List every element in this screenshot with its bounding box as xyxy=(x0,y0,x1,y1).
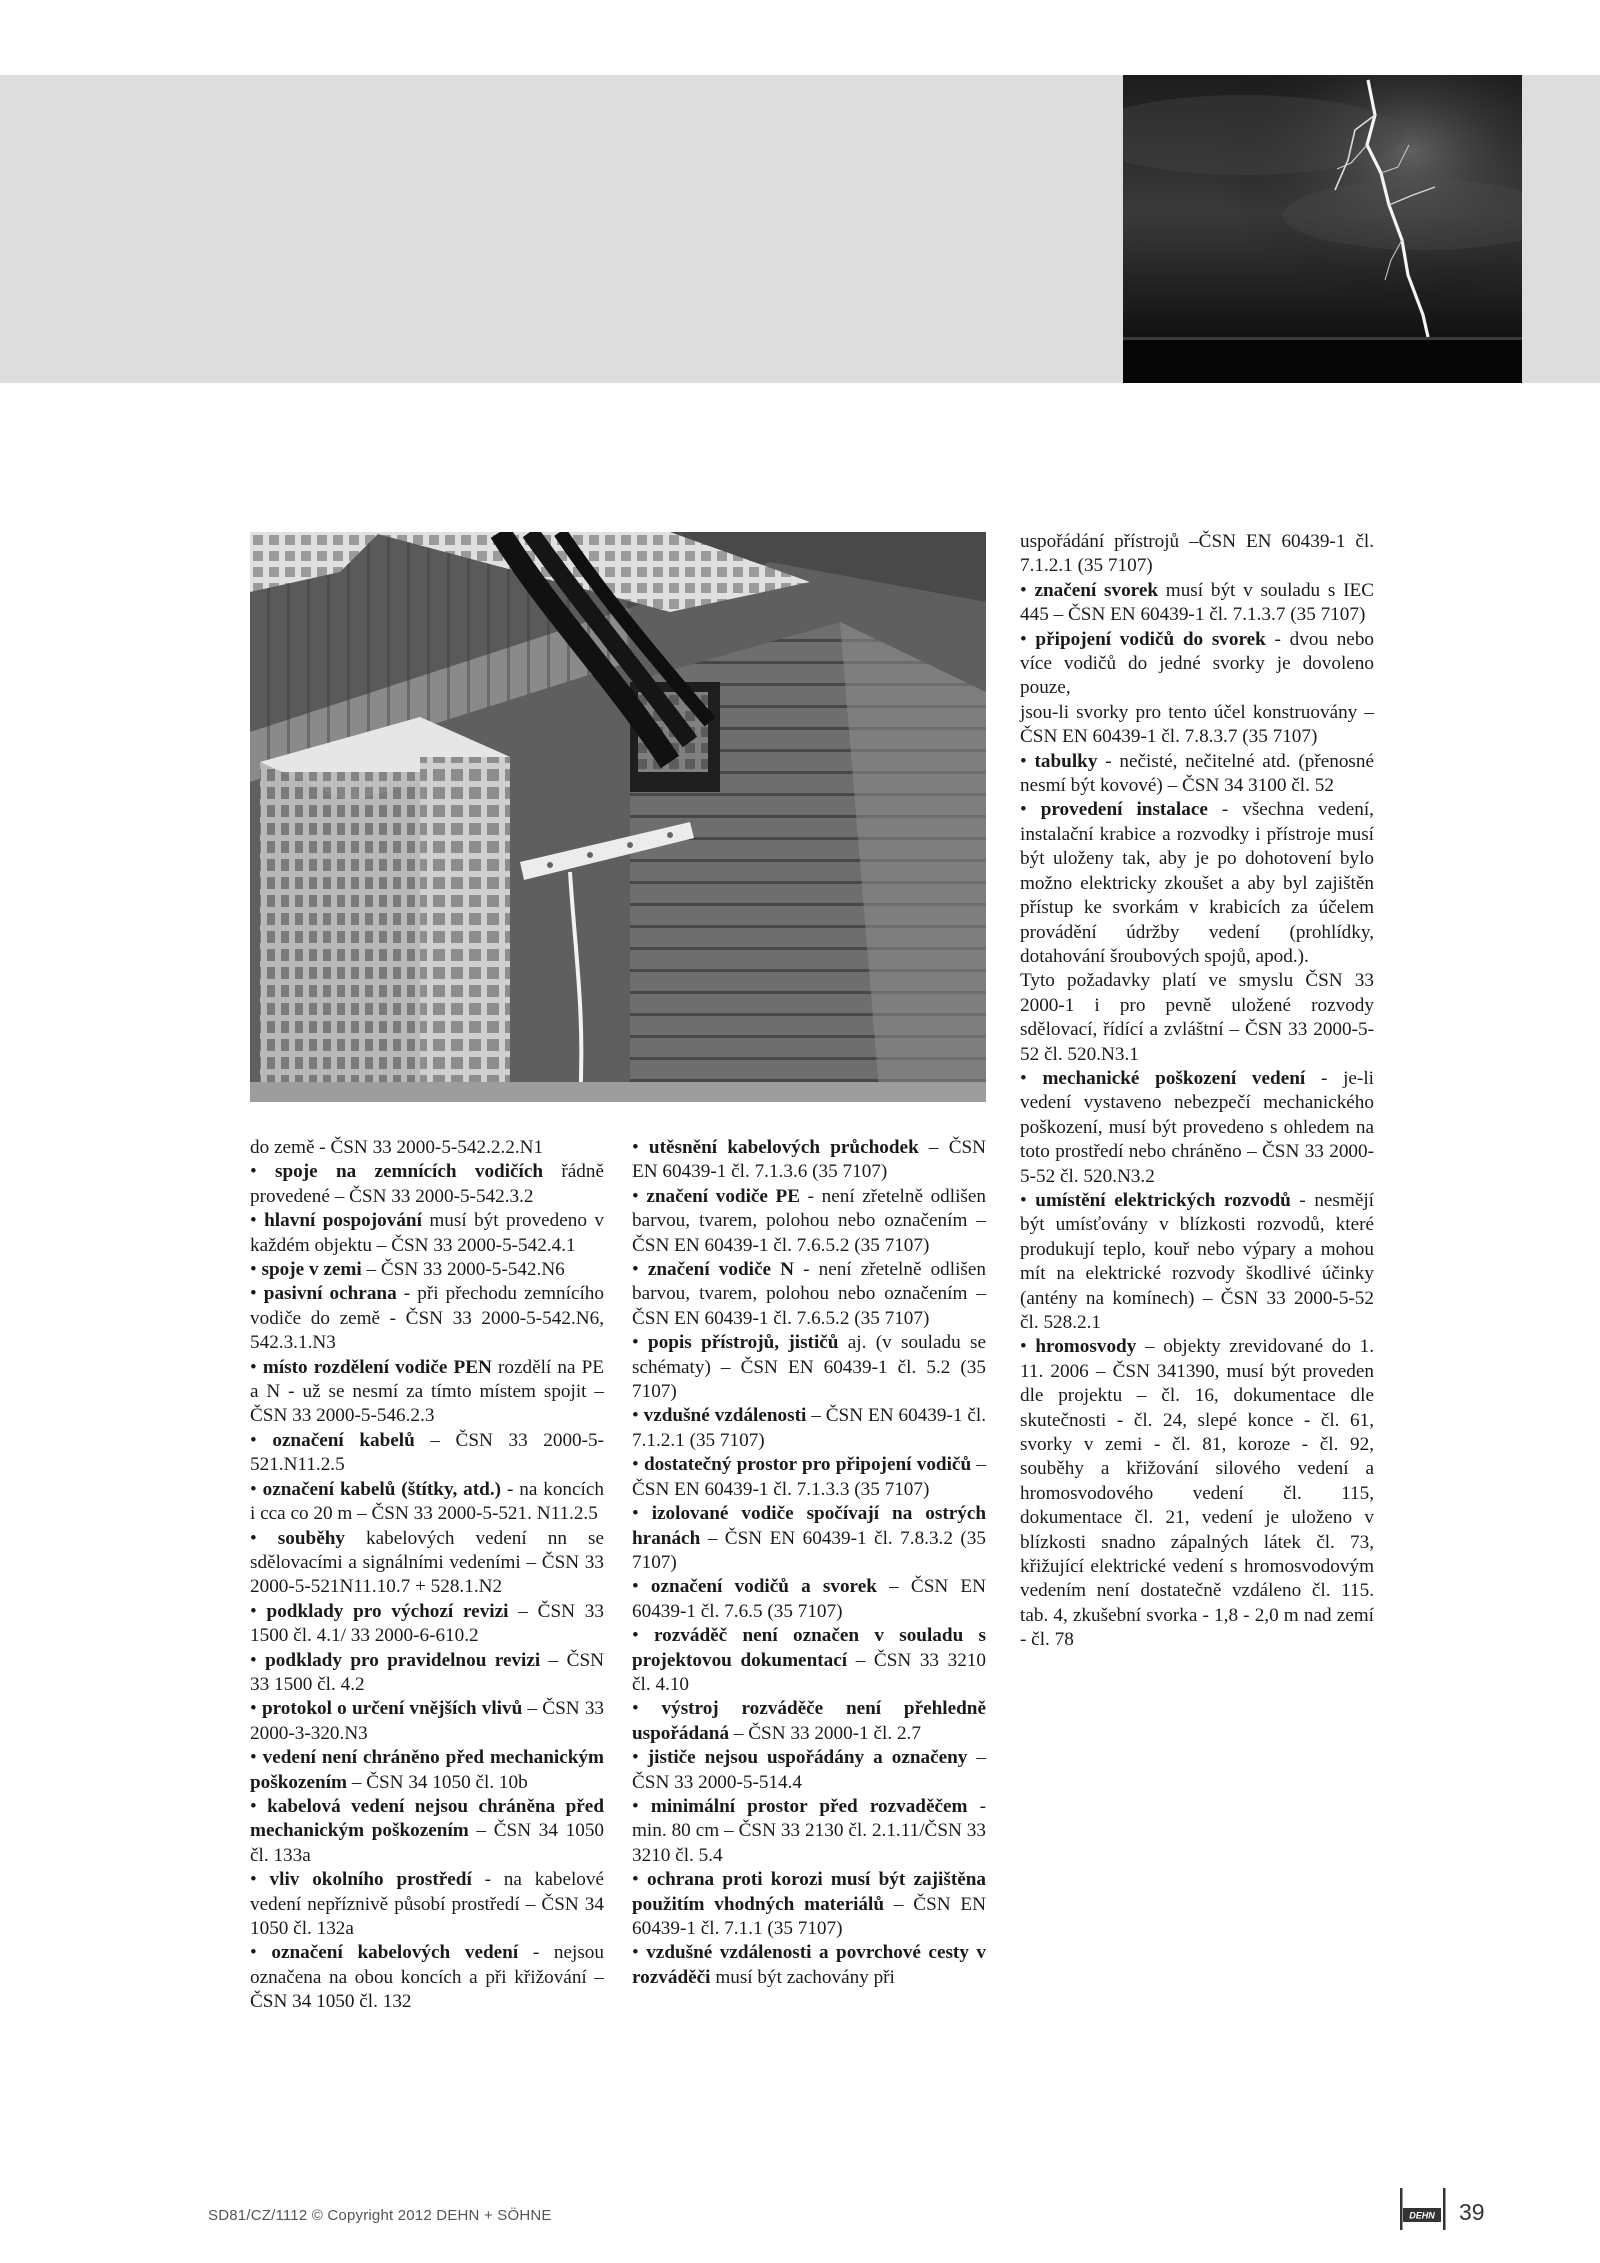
svg-text:DEHN: DEHN xyxy=(1409,2210,1435,2221)
text-paragraph: • výstroj rozváděče není přehledně uspořádaná – ČSN 33 2000-1 čl. 2.7 xyxy=(632,1698,986,1744)
text-paragraph: • izolované vodiče spočívají na ostrých hranách – ČSN EN 60439-1 čl. 7.8.3.2 (35 7107) xyxy=(632,1503,987,1573)
text-paragraph: • tabulky - nečisté, nečitelné atd. (přenosné nesmí být kovové) – ČSN 34 3100 čl. 52 xyxy=(1020,750,1374,797)
text-paragraph: • místo rozdělení vodiče PEN rozdělí na PE a N - už se nesmí za tímto místem spojit – ČSN 33 2000-5-546.2.3 xyxy=(250,1356,604,1427)
bold-term: spoje v zemi xyxy=(261,1259,362,1281)
lightning-photo xyxy=(1123,75,1522,383)
text-paragraph: • hlavní pospojování musí být provedeno v každém objektu – ČSN 33 2000-5-542.4.1 xyxy=(250,1210,604,1256)
bold-term: vedení není chráněno před mechanickým poškozením xyxy=(250,1747,604,1793)
dehn-logo-icon xyxy=(1397,2186,1447,2232)
bold-term: připojení vodičů do svorek xyxy=(1035,628,1266,650)
text-paragraph: Tyto požadavky platí ve smyslu ČSN 33 2000-1 i pro pevně uložené rozvody sdělovací, řídící a zvláštní – ČSN 33 2000-5-52 čl. 520.N3.1 xyxy=(1020,970,1374,1065)
bold-term: utěsnění kabelových průchodek xyxy=(648,1137,919,1158)
text-paragraph: • vliv okolního prostředí - na kabelové vedení nepříznivě působí prostředí – ČSN 34 1050 čl. 132a xyxy=(250,1869,604,1939)
bold-term: pasivní ochrana xyxy=(263,1283,397,1305)
text-paragraph: • rozváděč není označen v souladu s projektovou dokumentací – ČSN 33 3210 čl. 4.10 xyxy=(632,1625,986,1695)
text-paragraph: • vzdušné vzdálenosti a povrchové cesty v rozváděči musí být zachovány při xyxy=(632,1942,986,1988)
text-paragraph: • vzdušné vzdálenosti – ČSN EN 60439-1 čl. 7.1.2.1 (35 7107) xyxy=(632,1405,987,1451)
bold-term: minimální prostor před rozvaděčem xyxy=(650,1795,968,1817)
bold-term: ochrana proti korozi musí být zajištěna použitím vhodných materiálů xyxy=(632,1869,987,1915)
bold-term: mechanické poškození vedení xyxy=(1042,1067,1306,1089)
text-column-2 xyxy=(632,1136,986,1990)
bold-term: označení vodičů a svorek xyxy=(650,1576,877,1598)
bold-term: značení vodiče N xyxy=(647,1259,794,1281)
text-paragraph: • souběhy kabelových vedení nn se sdělovacími a signálními vedeními – ČSN 33 2000-5-521N11.10.7 + 528.1.N2 xyxy=(250,1527,605,1598)
bold-term: rozváděč není označen v souladu s projektovou dokumentací xyxy=(632,1625,986,1671)
bold-term: hromosvody xyxy=(1035,1336,1137,1358)
text-paragraph: • označení kabelů – ČSN 33 2000-5-521.N11.2.5 xyxy=(250,1429,605,1476)
text-paragraph: • provedení instalace - všechna vedení, instalační krabice a rozvodky i přístroje musí být uloženy tak, aby je po dohotovení bylo možno elektricky zkoušet a aby byl zajištěn přístup ke svorkám v krabicích za účelem provádění údržby vedení (prohlídky, dotahování šroubových spojů, apod.). xyxy=(1020,799,1374,967)
bold-term: značení svorek xyxy=(1034,579,1159,601)
bold-term: vliv okolního prostředí xyxy=(269,1869,472,1891)
text-paragraph: • spoje na zemnících vodičích řádně provedené – ČSN 33 2000-5-542.3.2 xyxy=(250,1161,604,1207)
bold-term: označení kabelů xyxy=(272,1429,415,1451)
bold-term: dostatečný prostor pro připojení vodičů xyxy=(644,1454,972,1476)
text-paragraph: • ochrana proti korozi musí být zajištěna použitím vhodných materiálů – ČSN EN 60439-1 čl. 7.1.1 (35 7107) xyxy=(632,1869,987,1939)
text-paragraph: • protokol o určení vnějších vlivů – ČSN 33 2000-3-320.N3 xyxy=(250,1698,605,1744)
text-paragraph: • hromosvody – objekty zrevidované do 1. 11. 2006 – ČSN 341390, musí být proveden dle projektu – čl. 16, dokumentace dle skutečnosti - čl. 24, slepé konce - čl. 61, svorky v zemi - čl. 81, koroze - čl. 92, souběhy a křižování silového vedení a hromosvodového vedení čl. 115, dokumentace čl. 21, vedení je uloženo v blízkosti snadno zápalných látek čl. 73, křižující elektrické vedení s hromosvodovým vedením není dostatečně vzdáleno čl. 115. tab. 4, zkušební svorka - 1,8 - 2,0 m nad zemí - čl. 78 xyxy=(1020,1336,1375,1651)
bold-term: provedení instalace xyxy=(1040,799,1208,821)
page-number: 39 xyxy=(1459,2199,1485,2225)
text-column-1 xyxy=(250,1136,604,2015)
bold-term: hlavní pospojování xyxy=(264,1210,422,1232)
text-paragraph: • umístění elektrických rozvodů - nesmějí být umísťovány v blízkosti rozvodů, které produkují teplo, kouř nebo výpary a mohou mít na elektrické rozvody škodlivé účinky (antény na komínech) – ČSN 33 2000-5-52 čl. 528.2.1 xyxy=(1020,1189,1374,1333)
bold-term: umístění elektrických rozvodů xyxy=(1035,1189,1291,1211)
bold-term: protokol o určení vnějších vlivů xyxy=(261,1698,523,1720)
bold-term: vzdušné vzdálenosti xyxy=(643,1405,807,1427)
text-paragraph: uspořádání přístrojů –ČSN EN 60439-1 čl. 7.1.2.1 (35 7107) xyxy=(1020,531,1374,577)
text-paragraph: • označení kabelových vedení - nejsou označena na obou koncích a při křižování – ČSN 34 1050 čl. 132 xyxy=(250,1942,604,2013)
bold-term: popis přístrojů, jističů xyxy=(648,1332,839,1354)
text-paragraph: • označení kabelů (štítky, atd.) - na koncích i cca co 20 m – ČSN 33 2000-5-521. N11.2.5 xyxy=(250,1478,604,1525)
text-column-3 xyxy=(1020,530,1374,1653)
text-paragraph: • podklady pro pravidelnou revizi – ČSN 33 1500 čl. 4.2 xyxy=(250,1649,605,1695)
bold-term: souběhy xyxy=(277,1527,345,1549)
text-paragraph: • kabelová vedení nejsou chráněna před mechanickým poškozením – ČSN 34 1050 čl. 133a xyxy=(250,1795,605,1866)
text-paragraph: • dostatečný prostor pro připojení vodičů – ČSN EN 60439-1 čl. 7.1.3.3 (35 7107) xyxy=(632,1454,987,1500)
text-paragraph: • utěsnění kabelových průchodek – ČSN EN 60439-1 čl. 7.1.3.6 (35 7107) xyxy=(632,1137,987,1183)
text-paragraph: jsou-li svorky pro tento účel konstruovány – ČSN EN 60439-1 čl. 7.8.3.7 (35 7107) xyxy=(1020,701,1374,748)
text-paragraph: • mechanické poškození vedení - je-li vedení vystaveno nebezpečí mechanického poškození, musí být provedeno s ohledem na toto prostředí nebo chráněno – ČSN 33 2000-5-52 čl. 520.N3.2 xyxy=(1020,1067,1374,1187)
bold-term: spoje na zemnících vodičích xyxy=(275,1161,544,1183)
bold-term: kabelová vedení nejsou chráněna před mechanickým poškozením xyxy=(250,1795,604,1842)
text-paragraph: • podklady pro výchozí revizi – ČSN 33 1500 čl. 4.1/ 33 2000-6-610.2 xyxy=(250,1600,604,1647)
bold-term: značení vodiče PE xyxy=(646,1185,801,1207)
text-paragraph: • značení svorek musí být v souladu s IEC 445 – ČSN EN 60439-1 čl. 7.1.3.7 (35 7107) xyxy=(1020,579,1375,626)
text-paragraph: • minimální prostor před rozvaděčem - min. 80 cm – ČSN 33 2130 čl. 2.1.11/ČSN 33 3210 čl. 5.4 xyxy=(632,1795,987,1866)
text-paragraph: • značení vodiče PE - není zřetelně odlišen barvou, tvarem, polohou nebo označením – ČSN EN 60439-1 čl. 7.6.5.2 (35 7107) xyxy=(632,1185,986,1256)
text-paragraph: do země - ČSN 33 2000-5-542.2.2.N1 xyxy=(250,1137,544,1158)
distribution-cabinet-photo xyxy=(250,532,986,1102)
bold-term: jističe nejsou uspořádány a označeny xyxy=(647,1747,968,1769)
bold-term: tabulky xyxy=(1034,750,1098,772)
text-paragraph: • popis přístrojů, jističů aj. (v souladu se schématy) – ČSN EN 60439-1 čl. 5.2 (35 7107) xyxy=(632,1332,986,1403)
text-paragraph: • značení vodiče N - není zřetelně odlišen barvou, tvarem, polohou nebo označením – ČSN EN 60439-1 čl. 7.6.5.2 (35 7107) xyxy=(632,1259,987,1329)
text-paragraph: • připojení vodičů do svorek - dvou nebo více vodičů do jedné svorky je dovoleno pouze, xyxy=(1020,628,1375,699)
footer-copyright: SD81/CZ/1112 © Copyright 2012 DEHN + SÖHNE xyxy=(208,2207,552,2224)
text-paragraph: • pasivní ochrana - při přechodu zemnícího vodiče do země - ČSN 33 2000-5-542.N6, 542.3.1.N3 xyxy=(250,1283,604,1354)
bold-term: výstroj rozváděče není přehledně uspořádaná xyxy=(632,1698,986,1744)
bold-term: místo rozdělení vodiče PEN xyxy=(262,1356,492,1378)
bold-term: podklady pro pravidelnou revizi xyxy=(265,1649,541,1671)
bold-term: vzdušné vzdálenosti a povrchové cesty v rozváděči xyxy=(632,1942,986,1988)
bold-term: označení kabelových vedení xyxy=(271,1942,519,1964)
text-paragraph: • spoje v zemi – ČSN 33 2000-5-542.N6 xyxy=(250,1259,565,1281)
text-paragraph: • jističe nejsou uspořádány a označeny – ČSN 33 2000-5-514.4 xyxy=(632,1747,987,1793)
text-paragraph: • vedení není chráněno před mechanickým poškozením – ČSN 34 1050 čl. 10b xyxy=(250,1747,604,1793)
bold-term: označení kabelů (štítky, atd.) xyxy=(262,1478,502,1500)
text-paragraph: • označení vodičů a svorek – ČSN EN 60439-1 čl. 7.6.5 (35 7107) xyxy=(632,1576,986,1622)
bold-term: izolované vodiče spočívají na ostrých hranách xyxy=(632,1503,987,1549)
bold-term: podklady pro výchozí revizi xyxy=(266,1600,509,1622)
